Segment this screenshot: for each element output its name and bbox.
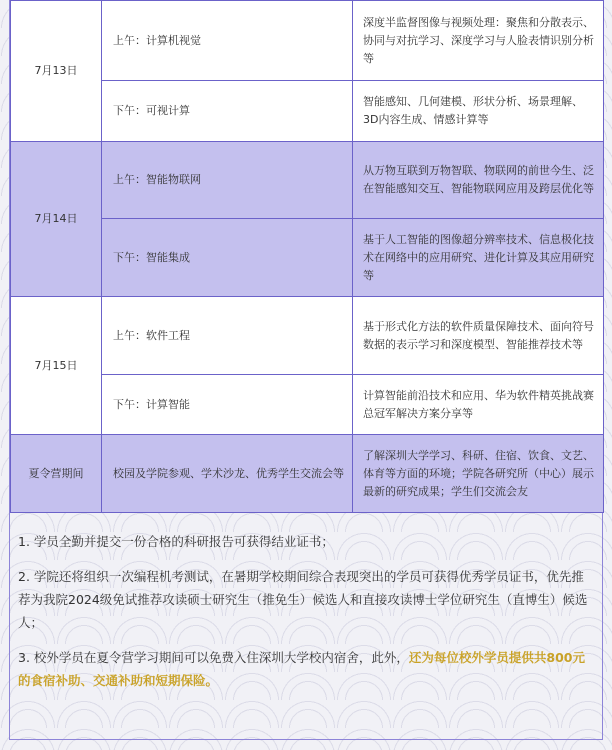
note-1: 1. 学员全勤并提交一份合格的科研报告可获得结业证书； bbox=[18, 534, 334, 549]
note-3 bbox=[18, 646, 596, 692]
schedule-row bbox=[11, 435, 604, 513]
content-cell: 智能感知、几何建模、形状分析、场景理解、3D内容生成、情感计算等 bbox=[353, 81, 604, 142]
schedule-table bbox=[10, 0, 604, 513]
note-3-text: 3. 校外学员在夏令营学习期间可以免费入住深圳大学校内宿舍，此外， bbox=[18, 650, 409, 665]
schedule-row bbox=[11, 142, 604, 219]
session-cell: 下午：智能集成 bbox=[102, 219, 353, 297]
session-cell: 上午：智能物联网 bbox=[102, 142, 353, 219]
content-cell: 深度半监督图像与视频处理：聚焦和分散表示、协同与对抗学习、深度学习与人脸表情识别分析等 bbox=[353, 1, 604, 81]
session-cell: 上午：计算机视觉 bbox=[102, 1, 353, 81]
session-cell: 下午：可视计算 bbox=[102, 81, 353, 142]
session-cell: 上午：软件工程 bbox=[102, 297, 353, 375]
notes-section bbox=[18, 530, 596, 704]
date-cell: 7月13日 bbox=[11, 1, 102, 142]
session-cell: 下午：计算智能 bbox=[102, 375, 353, 435]
content-cell: 了解深圳大学学习、科研、住宿、饮食、文艺、体育等方面的环境；学院各研究所（中心）展示最新的研究成果；学生们交流会友 bbox=[353, 435, 604, 513]
date-cell: 夏令营期间 bbox=[11, 435, 102, 513]
date-cell: 7月15日 bbox=[11, 297, 102, 435]
date-cell: 7月14日 bbox=[11, 142, 102, 297]
content-cell: 基于形式化方法的软件质量保障技术、面向符号数据的表示学习和深度模型、智能推荐技术等 bbox=[353, 297, 604, 375]
content-cell: 基于人工智能的图像超分辨率技术、信息极化技术在网络中的应用研究、进化计算及其应用研究等 bbox=[353, 219, 604, 297]
content-cell: 从万物互联到万物智联、物联网的前世今生、泛在智能感知交互、智能物联网应用及跨层优化等 bbox=[353, 142, 604, 219]
schedule-row bbox=[11, 1, 604, 81]
note-2: 2. 学院还将组织一次编程机考测试，在暑期学校期间综合表现突出的学员可获得优秀学员证书，优先推荐为我院2024级免试推荐攻读硕士研究生（推免生）候选人和直接攻读博士学位研究生（直博生）候选人； bbox=[18, 569, 588, 630]
schedule-row bbox=[11, 297, 604, 375]
session-cell: 校园及学院参观、学术沙龙、优秀学生交流会等 bbox=[102, 435, 353, 513]
note-3-highlight: 还为每位校外学员提供共800元的食宿补助、交通补助和短期保险。 bbox=[18, 650, 585, 688]
content-cell: 计算智能前沿技术和应用、华为软件精英挑战赛总冠军解决方案分享等 bbox=[353, 375, 604, 435]
